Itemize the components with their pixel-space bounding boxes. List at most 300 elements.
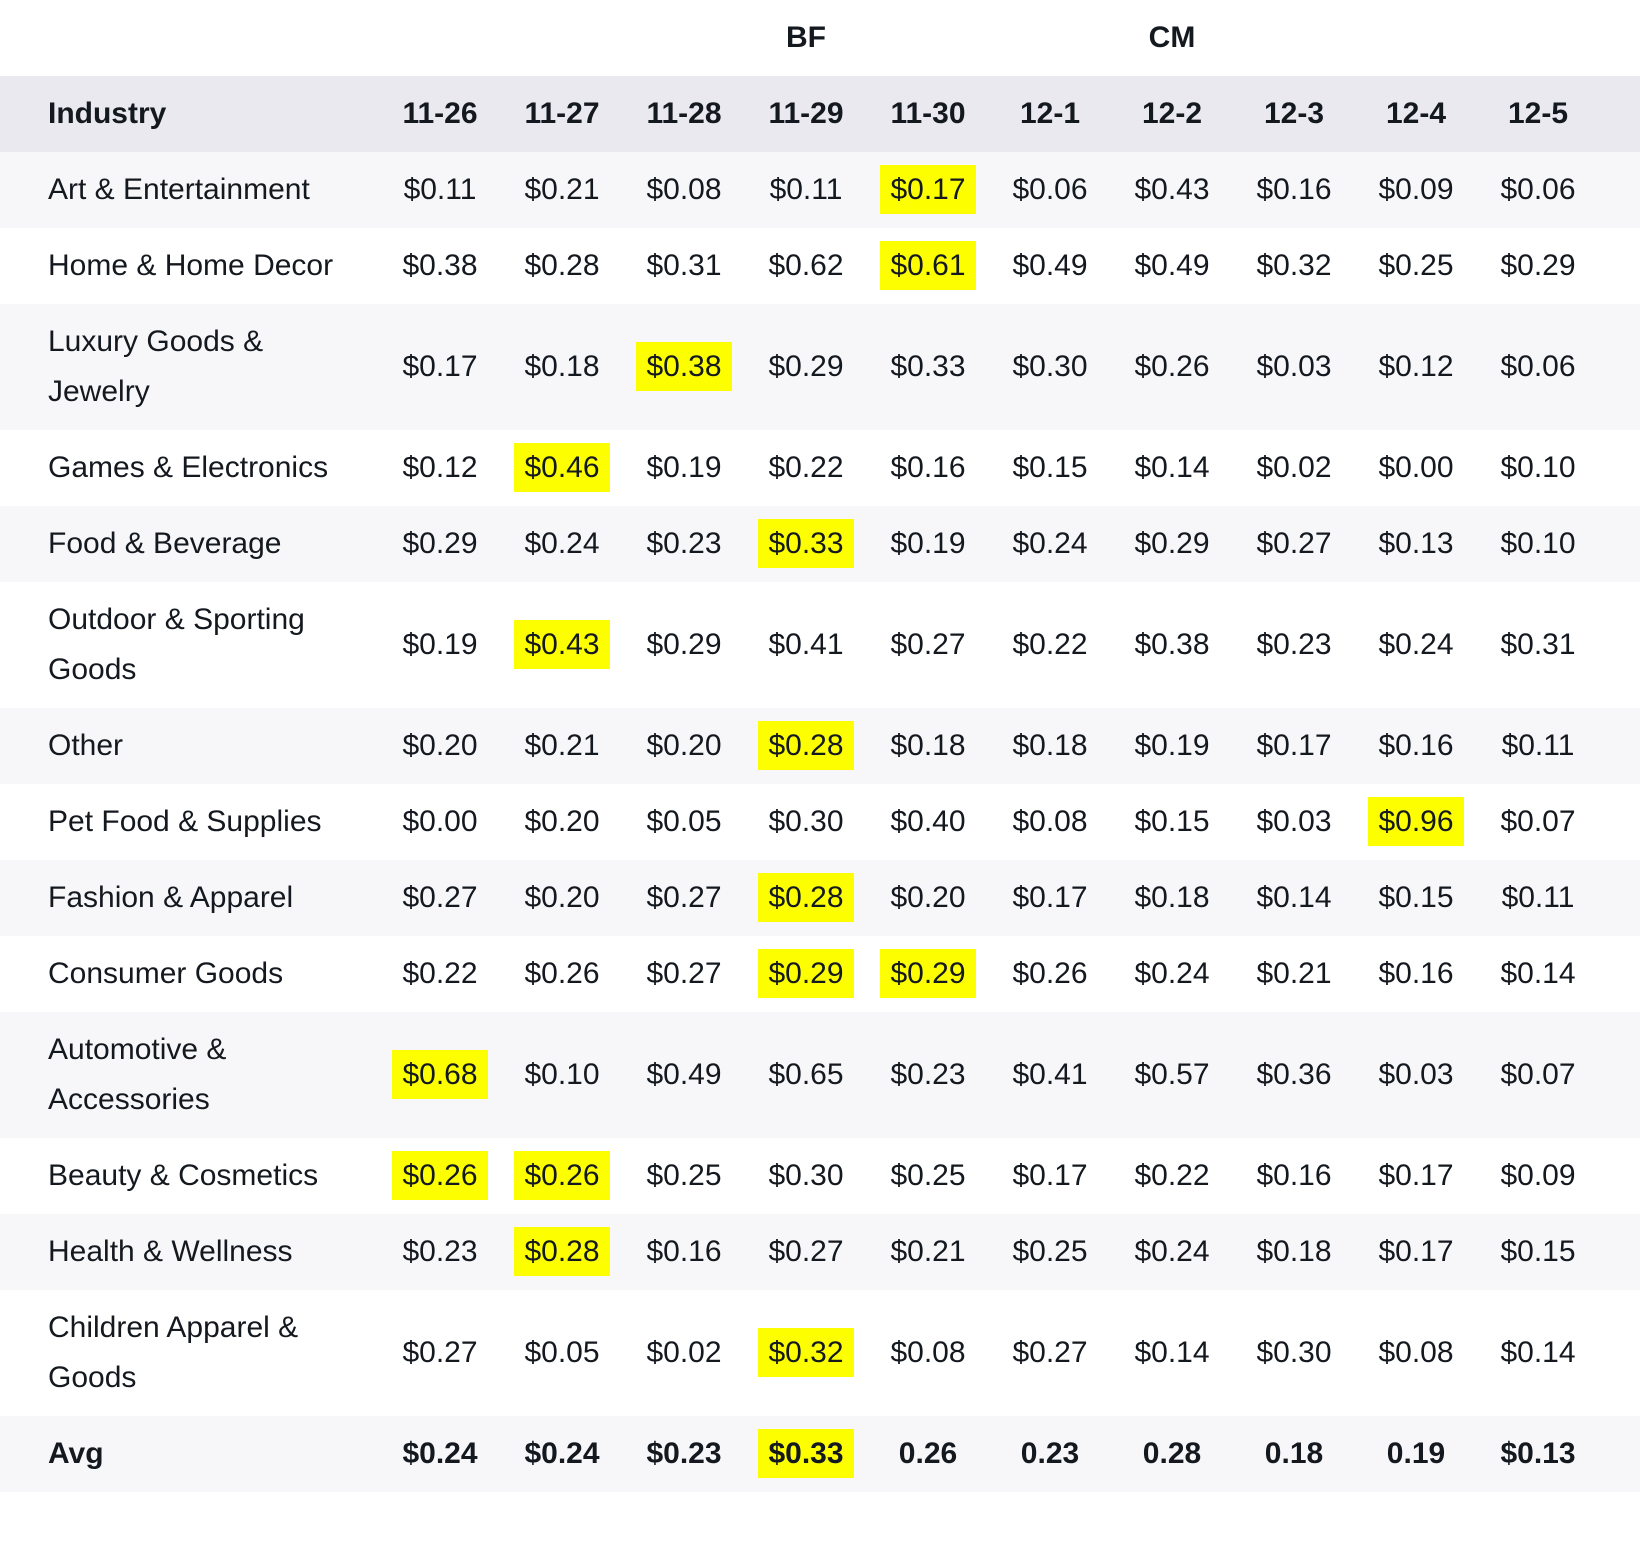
band-empty-cell <box>1233 0 1355 76</box>
industry-cell <box>0 1138 379 1214</box>
value-cell <box>989 304 1111 430</box>
industry-label: Beauty & Cosmetics <box>48 1159 319 1192</box>
value-cell <box>1233 228 1355 304</box>
value-cell <box>867 936 989 1012</box>
value-cell <box>989 228 1111 304</box>
cpc-value: $0.29 <box>1500 249 1576 282</box>
cpc-value: $0.26 <box>1134 350 1210 383</box>
cpc-value: $0.29 <box>768 350 844 383</box>
value-cell <box>379 582 501 708</box>
table-head <box>0 0 1640 152</box>
value-cell <box>1477 430 1599 506</box>
value-cell <box>867 1214 989 1290</box>
value-cell <box>501 784 623 860</box>
date-column-header: 11-26 <box>379 76 501 152</box>
cpc-value: $0.14 <box>1134 1336 1210 1369</box>
value-cell <box>1355 860 1477 936</box>
value-cell <box>745 1214 867 1290</box>
highlighted-value: $0.28 <box>758 873 853 922</box>
industry-cell <box>0 506 379 582</box>
cpc-value: $0.14 <box>1134 451 1210 484</box>
cpc-value: $0.14 <box>1500 957 1576 990</box>
row-spacer-cell <box>1599 860 1640 936</box>
row-spacer-cell <box>1599 784 1640 860</box>
value-cell <box>379 860 501 936</box>
cpc-value: $0.33 <box>890 350 966 383</box>
table-row <box>0 1290 1640 1416</box>
value-cell <box>379 228 501 304</box>
value-cell <box>1233 784 1355 860</box>
date-column-header: 12-4 <box>1355 76 1477 152</box>
value-cell <box>867 860 989 936</box>
value-cell <box>1477 936 1599 1012</box>
value-cell <box>745 1416 867 1492</box>
cpc-value: $0.18 <box>1012 729 1088 762</box>
cpc-value: $0.41 <box>768 628 844 661</box>
cpc-value: $0.24 <box>402 1437 478 1470</box>
cpc-value: $0.30 <box>768 805 844 838</box>
band-empty-cell <box>989 0 1111 76</box>
value-cell <box>745 304 867 430</box>
value-cell <box>1233 936 1355 1012</box>
value-cell <box>1355 582 1477 708</box>
cpc-value: $0.20 <box>646 729 722 762</box>
row-spacer-cell <box>1599 430 1640 506</box>
value-cell <box>501 304 623 430</box>
value-cell <box>1477 784 1599 860</box>
value-cell <box>1233 1214 1355 1290</box>
value-cell <box>501 1012 623 1138</box>
cpc-value: $0.27 <box>890 628 966 661</box>
highlighted-value: $0.28 <box>514 1227 609 1276</box>
cpc-value: 0.19 <box>1386 1437 1446 1470</box>
value-cell <box>1111 1416 1233 1492</box>
value-cell <box>867 582 989 708</box>
cpc-value: $0.16 <box>890 451 966 484</box>
cpc-value: $0.49 <box>1012 249 1088 282</box>
value-cell <box>501 860 623 936</box>
industry-label: Children Apparel & Goods <box>48 1311 299 1394</box>
cpc-value: $0.30 <box>1012 350 1088 383</box>
value-cell <box>623 582 745 708</box>
highlighted-value: $0.17 <box>880 165 975 214</box>
cpc-value: $0.22 <box>1134 1159 1210 1192</box>
band-empty-cell <box>1477 0 1599 76</box>
value-cell <box>1355 708 1477 784</box>
value-cell <box>1355 228 1477 304</box>
row-spacer-cell <box>1599 1012 1640 1138</box>
industry-label: Pet Food & Supplies <box>48 805 322 838</box>
value-cell <box>501 1290 623 1416</box>
cpc-value: $0.17 <box>1378 1235 1454 1268</box>
cpc-value: $0.26 <box>524 957 600 990</box>
industry-label: Avg <box>48 1437 104 1470</box>
value-cell <box>623 152 745 228</box>
cpc-value: $0.30 <box>1256 1336 1332 1369</box>
date-column-header: 12-1 <box>989 76 1111 152</box>
cpc-value: $0.11 <box>769 173 843 206</box>
value-cell <box>623 1290 745 1416</box>
cpc-value: $0.15 <box>1378 881 1454 914</box>
cpc-value: $0.24 <box>524 527 600 560</box>
industry-label: Games & Electronics <box>48 451 329 484</box>
cpc-value: $0.00 <box>402 805 478 838</box>
row-spacer-cell <box>1599 506 1640 582</box>
value-cell <box>379 708 501 784</box>
band-empty-cell <box>379 0 501 76</box>
row-spacer-cell <box>1599 1416 1640 1492</box>
value-cell <box>1111 430 1233 506</box>
value-cell <box>501 708 623 784</box>
value-cell <box>1233 1012 1355 1138</box>
value-cell <box>1355 1138 1477 1214</box>
value-cell <box>1477 582 1599 708</box>
value-cell <box>623 1138 745 1214</box>
cpc-value: $0.41 <box>1012 1058 1088 1091</box>
cpc-value: $0.16 <box>1256 173 1332 206</box>
cpc-value: $0.18 <box>1134 881 1210 914</box>
cpc-value: $0.20 <box>524 881 600 914</box>
cpc-value: $0.27 <box>402 1336 478 1369</box>
row-spacer-cell <box>1599 152 1640 228</box>
value-cell <box>1111 582 1233 708</box>
cpc-value: $0.24 <box>1134 1235 1210 1268</box>
cpc-value: $0.06 <box>1500 173 1576 206</box>
value-cell <box>501 936 623 1012</box>
cpc-value: $0.22 <box>1012 628 1088 661</box>
cpc-value: $0.49 <box>1134 249 1210 282</box>
value-cell <box>379 936 501 1012</box>
header-spacer-cell <box>1599 76 1640 152</box>
cpc-value: $0.19 <box>1134 729 1210 762</box>
value-cell <box>1477 708 1599 784</box>
value-cell <box>1233 1416 1355 1492</box>
cpc-value: $0.16 <box>646 1235 722 1268</box>
industry-cell <box>0 1214 379 1290</box>
highlighted-value: $0.28 <box>758 721 853 770</box>
industry-cell <box>0 152 379 228</box>
value-cell <box>1233 430 1355 506</box>
cpc-value: $0.24 <box>1012 527 1088 560</box>
value-cell <box>745 708 867 784</box>
cpc-value: $0.08 <box>646 173 722 206</box>
value-cell <box>379 430 501 506</box>
value-cell <box>379 152 501 228</box>
value-cell <box>745 506 867 582</box>
date-column-header: 12-3 <box>1233 76 1355 152</box>
value-cell <box>623 784 745 860</box>
industry-label: Food & Beverage <box>48 527 282 560</box>
value-cell <box>501 1138 623 1214</box>
cpc-value: $0.49 <box>646 1058 722 1091</box>
date-column-header: 11-28 <box>623 76 745 152</box>
value-cell <box>1355 1012 1477 1138</box>
highlighted-value: $0.29 <box>758 949 853 998</box>
value-cell <box>1233 152 1355 228</box>
row-spacer-cell <box>1599 708 1640 784</box>
cpc-value: $0.23 <box>646 1437 722 1470</box>
value-cell <box>1111 708 1233 784</box>
value-cell <box>379 1214 501 1290</box>
value-cell <box>379 304 501 430</box>
table-row <box>0 506 1640 582</box>
value-cell <box>501 582 623 708</box>
cpc-value: $0.21 <box>890 1235 966 1268</box>
cpc-value: $0.27 <box>402 881 478 914</box>
value-cell <box>745 784 867 860</box>
cpc-value: $0.18 <box>890 729 966 762</box>
value-cell <box>1111 1290 1233 1416</box>
value-cell <box>1233 582 1355 708</box>
value-cell <box>745 1138 867 1214</box>
cpc-value: $0.62 <box>768 249 844 282</box>
cpc-value: $0.09 <box>1378 173 1454 206</box>
value-cell <box>1477 304 1599 430</box>
value-cell <box>867 1416 989 1492</box>
cpc-value: $0.03 <box>1256 350 1332 383</box>
cpc-value: $0.38 <box>1134 628 1210 661</box>
value-cell <box>1111 228 1233 304</box>
row-spacer-cell <box>1599 1214 1640 1290</box>
value-cell <box>1111 860 1233 936</box>
cpc-value: $0.24 <box>524 1437 600 1470</box>
value-cell <box>1477 228 1599 304</box>
cpc-value: $0.27 <box>1012 1336 1088 1369</box>
cpc-value: $0.15 <box>1012 451 1088 484</box>
cpc-value: $0.08 <box>1012 805 1088 838</box>
cyber-monday-label: CM <box>1111 0 1233 76</box>
value-cell <box>501 1214 623 1290</box>
cpc-value: $0.12 <box>402 451 478 484</box>
date-column-header: 11-30 <box>867 76 989 152</box>
cpc-value: $0.36 <box>1256 1058 1332 1091</box>
cpc-value: $0.32 <box>1256 249 1332 282</box>
value-cell <box>867 708 989 784</box>
industry-label: Other <box>48 729 124 762</box>
value-cell <box>867 304 989 430</box>
average-row <box>0 1416 1640 1492</box>
value-cell <box>989 506 1111 582</box>
cpc-value: $0.31 <box>646 249 722 282</box>
industry-cell <box>0 708 379 784</box>
value-cell <box>989 1138 1111 1214</box>
value-cell <box>1355 936 1477 1012</box>
value-cell <box>989 152 1111 228</box>
industry-cell <box>0 1290 379 1416</box>
highlighted-value: $0.26 <box>514 1151 609 1200</box>
cpc-value: $0.16 <box>1378 729 1454 762</box>
cpc-value: $0.19 <box>890 527 966 560</box>
cpc-value: $0.19 <box>402 628 478 661</box>
table-row <box>0 860 1640 936</box>
cpc-value: 0.18 <box>1264 1437 1324 1470</box>
value-cell <box>1355 430 1477 506</box>
value-cell <box>379 784 501 860</box>
industry-label: Consumer Goods <box>48 957 284 990</box>
annotation-band-row <box>0 0 1640 76</box>
cpc-value: $0.08 <box>890 1336 966 1369</box>
industry-label: Home & Home Decor <box>48 249 334 282</box>
band-empty-cell <box>1355 0 1477 76</box>
value-cell <box>1477 860 1599 936</box>
cpc-value: $0.23 <box>890 1058 966 1091</box>
black-friday-label: BF <box>745 0 867 76</box>
cpc-value: $0.20 <box>524 805 600 838</box>
industry-cell <box>0 936 379 1012</box>
cpc-value: $0.27 <box>646 957 722 990</box>
column-header-row <box>0 76 1640 152</box>
value-cell <box>501 152 623 228</box>
value-cell <box>1111 304 1233 430</box>
value-cell <box>867 228 989 304</box>
table-row <box>0 582 1640 708</box>
cpc-value: $0.27 <box>768 1235 844 1268</box>
band-empty-cell <box>0 0 379 76</box>
value-cell <box>745 430 867 506</box>
value-cell <box>989 784 1111 860</box>
value-cell <box>867 1290 989 1416</box>
table-row <box>0 1138 1640 1214</box>
value-cell <box>379 1416 501 1492</box>
highlighted-value: $0.33 <box>758 519 853 568</box>
value-cell <box>989 708 1111 784</box>
value-cell <box>623 708 745 784</box>
highlighted-value: $0.96 <box>1368 797 1463 846</box>
value-cell <box>1111 1138 1233 1214</box>
table-row <box>0 1214 1640 1290</box>
cpc-value: $0.27 <box>1256 527 1332 560</box>
cpc-value: $0.07 <box>1500 805 1576 838</box>
cpc-value: $0.17 <box>1012 881 1088 914</box>
table-row <box>0 708 1640 784</box>
cpc-value: $0.14 <box>1256 881 1332 914</box>
value-cell <box>1477 1214 1599 1290</box>
value-cell <box>745 1012 867 1138</box>
industry-label: Outdoor & Sporting Goods <box>48 603 305 686</box>
industry-cell <box>0 784 379 860</box>
value-cell <box>379 1290 501 1416</box>
cpc-value: $0.29 <box>1134 527 1210 560</box>
highlighted-value: $0.26 <box>392 1151 487 1200</box>
cpc-value: 0.23 <box>1020 1437 1080 1470</box>
value-cell <box>501 430 623 506</box>
value-cell <box>867 784 989 860</box>
row-spacer-cell <box>1599 582 1640 708</box>
highlighted-value: $0.32 <box>758 1328 853 1377</box>
highlighted-value: $0.61 <box>880 241 975 290</box>
cpc-value: $0.17 <box>1256 729 1332 762</box>
value-cell <box>1477 506 1599 582</box>
value-cell <box>1477 1290 1599 1416</box>
cpc-value: $0.02 <box>646 1336 722 1369</box>
value-cell <box>623 1214 745 1290</box>
cpc-value: $0.03 <box>1378 1058 1454 1091</box>
value-cell <box>623 430 745 506</box>
value-cell <box>1233 1290 1355 1416</box>
cpc-value: $0.40 <box>890 805 966 838</box>
value-cell <box>745 228 867 304</box>
value-cell <box>1355 784 1477 860</box>
table-row <box>0 304 1640 430</box>
value-cell <box>989 582 1111 708</box>
cpc-value: $0.15 <box>1500 1235 1576 1268</box>
cpc-value: $0.00 <box>1378 451 1454 484</box>
value-cell <box>501 506 623 582</box>
cpc-value: $0.57 <box>1134 1058 1210 1091</box>
highlighted-value: $0.33 <box>758 1429 853 1478</box>
cpc-value: $0.11 <box>403 173 477 206</box>
band-empty-cell <box>867 0 989 76</box>
highlighted-value: $0.29 <box>880 949 975 998</box>
value-cell <box>989 1214 1111 1290</box>
cpc-value: $0.11 <box>1501 729 1575 762</box>
value-cell <box>1477 152 1599 228</box>
value-cell <box>1233 708 1355 784</box>
cpc-value: $0.21 <box>1256 957 1332 990</box>
cpc-value: $0.07 <box>1500 1058 1576 1091</box>
cpc-value: $0.20 <box>402 729 478 762</box>
cpc-value: $0.19 <box>646 451 722 484</box>
band-empty-cell <box>501 0 623 76</box>
cpc-value: $0.29 <box>646 628 722 661</box>
cpc-value: $0.31 <box>1500 628 1576 661</box>
value-cell <box>989 1290 1111 1416</box>
cpc-value: $0.22 <box>768 451 844 484</box>
cpc-value: $0.21 <box>524 729 600 762</box>
date-column-header: 12-2 <box>1111 76 1233 152</box>
value-cell <box>989 936 1111 1012</box>
value-cell <box>1477 1138 1599 1214</box>
cpc-value: $0.03 <box>1256 805 1332 838</box>
value-cell <box>745 152 867 228</box>
value-cell <box>623 1012 745 1138</box>
value-cell <box>1111 936 1233 1012</box>
date-column-header: 12-5 <box>1477 76 1599 152</box>
value-cell <box>745 582 867 708</box>
industry-column-header: Industry <box>0 76 379 152</box>
value-cell <box>379 506 501 582</box>
value-cell <box>1355 506 1477 582</box>
row-spacer-cell <box>1599 228 1640 304</box>
value-cell <box>1233 506 1355 582</box>
value-cell <box>867 1012 989 1138</box>
value-cell <box>867 506 989 582</box>
cpc-value: $0.17 <box>1378 1159 1454 1192</box>
value-cell <box>1355 1214 1477 1290</box>
industry-label: Fashion & Apparel <box>48 881 294 914</box>
value-cell <box>379 1012 501 1138</box>
industry-cell <box>0 228 379 304</box>
cpc-value: $0.17 <box>402 350 478 383</box>
cpc-value: $0.65 <box>768 1058 844 1091</box>
cpc-value: $0.10 <box>1500 451 1576 484</box>
value-cell <box>1477 1012 1599 1138</box>
table-row <box>0 152 1640 228</box>
table-row <box>0 936 1640 1012</box>
value-cell <box>1477 1416 1599 1492</box>
value-cell <box>1355 304 1477 430</box>
value-cell <box>989 430 1111 506</box>
cpc-value: $0.06 <box>1500 350 1576 383</box>
value-cell <box>501 228 623 304</box>
cpc-value: $0.30 <box>768 1159 844 1192</box>
date-column-header: 11-27 <box>501 76 623 152</box>
value-cell <box>1111 152 1233 228</box>
value-cell <box>623 860 745 936</box>
cpc-value: $0.14 <box>1500 1336 1576 1369</box>
value-cell <box>989 860 1111 936</box>
cpc-value: $0.27 <box>646 881 722 914</box>
